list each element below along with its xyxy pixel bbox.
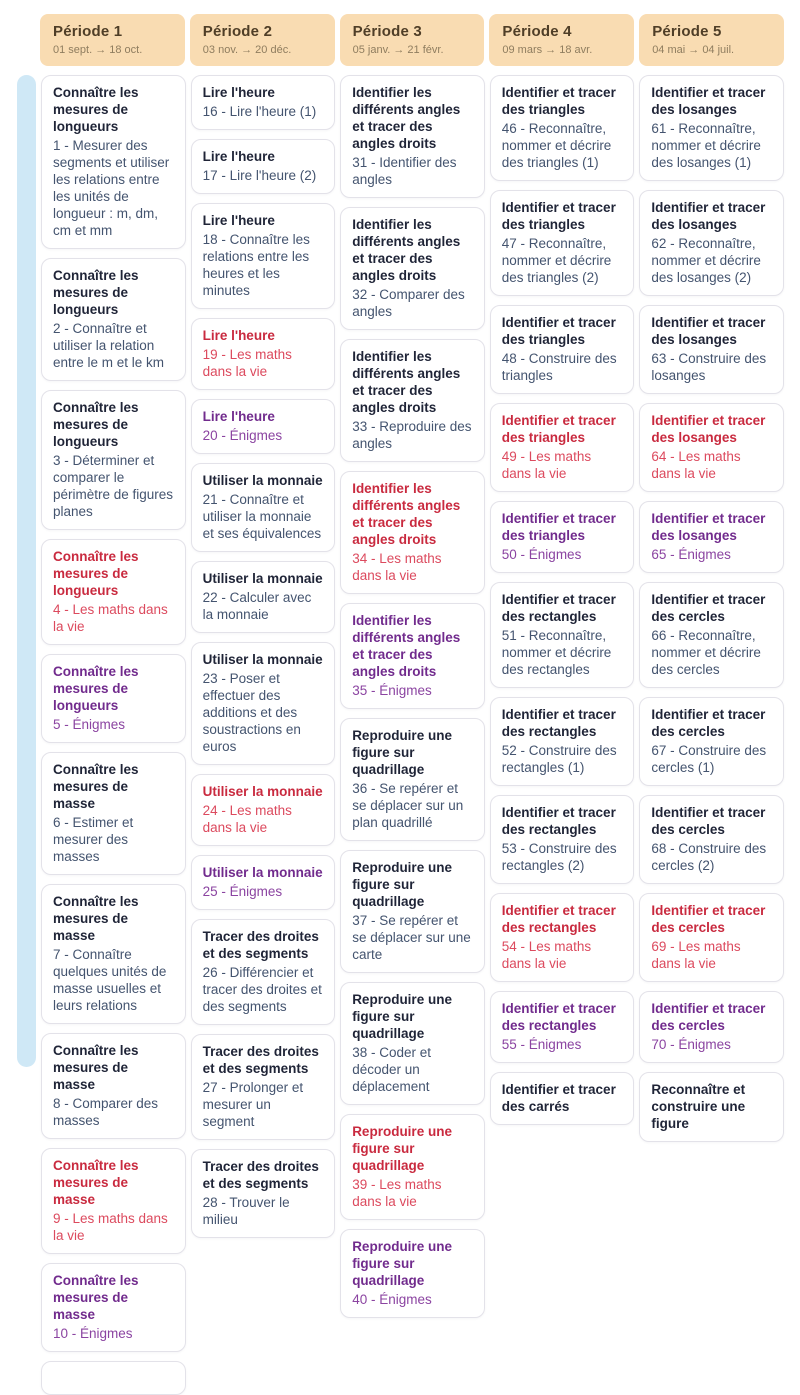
lesson-category: Tracer des droites et des segments — [202, 1159, 319, 1191]
lesson-title: 48 - Construire des triangles — [501, 351, 617, 383]
lesson-title: 34 - Les maths dans la vie — [352, 551, 442, 583]
lesson-category: Identifier et tracer des cercles — [651, 805, 766, 837]
lesson-category: Utiliser la monnaie — [202, 571, 323, 586]
planner-board — [17, 75, 784, 1341]
lesson-category: Utiliser la monnaie — [202, 865, 323, 880]
lesson-category: Connaître les mesures de masse — [53, 762, 139, 811]
lesson-title: 17 - Lire l'heure (2) — [202, 168, 317, 183]
lesson-card[interactable] — [41, 752, 186, 875]
period-title: Période 4 — [502, 23, 572, 40]
lesson-title: 50 - Énigmes — [501, 547, 582, 562]
lesson-category: Connaître les mesures de longueurs — [53, 85, 139, 134]
period-title: Période 5 — [652, 23, 722, 40]
lesson-card[interactable] — [639, 190, 784, 296]
lesson-card[interactable] — [490, 795, 635, 884]
lesson-title: 62 - Reconnaître, nommer et décrire des losanges (2) — [651, 236, 761, 285]
lesson-title: 27 - Prolonger et mesurer un segment — [202, 1080, 304, 1129]
column-periode-2 — [191, 75, 336, 1227]
lesson-card[interactable] — [191, 139, 336, 194]
lesson-card[interactable] — [191, 75, 336, 130]
periods-header — [40, 14, 784, 66]
lesson-title: 61 - Reconnaître, nommer et décrire des losanges (1) — [651, 121, 761, 170]
lesson-title: 8 - Comparer des masses — [53, 1096, 159, 1128]
lesson-card[interactable] — [41, 390, 186, 530]
lesson-card[interactable] — [639, 795, 784, 884]
lesson-title: 23 - Poser et effectuer des additions et des soustractions en euros — [202, 671, 301, 754]
lesson-category: Connaître les mesures de masse — [53, 1273, 139, 1322]
lesson-card[interactable] — [41, 1148, 186, 1254]
period-dates: 05 janv. → 21 févr. — [352, 44, 444, 56]
lesson-card[interactable] — [41, 539, 186, 645]
lesson-category: Utiliser la monnaie — [202, 652, 323, 667]
lesson-category: Tracer des droites et des segments — [202, 1044, 319, 1076]
lesson-category: Identifier et tracer des losanges — [651, 413, 766, 445]
column-periode-4 — [490, 75, 635, 1114]
lesson-category: Identifier et tracer des cercles — [651, 1001, 766, 1033]
lesson-card[interactable] — [639, 991, 784, 1063]
lesson-card[interactable] — [41, 654, 186, 743]
lesson-title: 21 - Connaître et utiliser la monnaie et ses équivalences — [202, 492, 322, 541]
lesson-category: Identifier et tracer des rectangles — [501, 707, 616, 739]
lesson-card[interactable] — [340, 982, 485, 1105]
lesson-title: 19 - Les maths dans la vie — [202, 347, 292, 379]
lesson-title: 28 - Trouver le milieu — [202, 1195, 290, 1227]
period-chip[interactable] — [340, 14, 485, 66]
lesson-category: Identifier et tracer des rectangles — [501, 592, 616, 624]
period-chip[interactable] — [489, 14, 634, 66]
lesson-category: Identifier et tracer des losanges — [651, 85, 766, 117]
lesson-category: Connaître les mesures de masse — [53, 1043, 139, 1092]
lesson-title: 64 - Les maths dans la vie — [651, 449, 741, 481]
period-chip[interactable] — [639, 14, 784, 66]
lesson-title: 47 - Reconnaître, nommer et décrire des triangles (2) — [501, 236, 612, 285]
period-title: Période 1 — [53, 23, 123, 40]
lesson-category: Connaître les mesures de longueurs — [53, 268, 139, 317]
lesson-category: Reproduire une figure sur quadrillage — [352, 992, 452, 1041]
period-chip[interactable] — [40, 14, 185, 66]
lesson-card[interactable] — [191, 1149, 336, 1238]
lesson-category: Identifier et tracer des triangles — [501, 315, 616, 347]
lesson-title: 9 - Les maths dans la vie — [53, 1211, 168, 1243]
lesson-card[interactable] — [41, 258, 186, 381]
lesson-title: 26 - Différencier et tracer des droites et des segments — [202, 965, 322, 1014]
lesson-title: 36 - Se repérer et se déplacer sur un plan quadrillé — [352, 781, 464, 830]
lesson-card[interactable] — [191, 855, 336, 910]
lesson-title: 31 - Identifier des angles — [352, 155, 457, 187]
lesson-category: Lire l'heure — [202, 328, 275, 343]
lesson-card[interactable] — [490, 190, 635, 296]
lesson-card[interactable] — [41, 1263, 186, 1352]
column-periode-3 — [340, 75, 485, 1307]
lesson-card[interactable] — [639, 1072, 784, 1142]
lesson-card[interactable] — [191, 561, 336, 633]
lesson-category: Lire l'heure — [202, 409, 275, 424]
lesson-category: Lire l'heure — [202, 85, 275, 100]
lesson-category: Identifier et tracer des rectangles — [501, 805, 616, 837]
lesson-card[interactable] — [639, 582, 784, 688]
lesson-category: Reproduire une figure sur quadrillage — [352, 728, 452, 777]
lesson-card[interactable] — [490, 697, 635, 786]
lesson-card[interactable] — [639, 403, 784, 492]
period-dates: 01 sept. → 18 oct. — [53, 44, 143, 56]
lesson-category: Connaître les mesures de longueurs — [53, 400, 139, 449]
lesson-title: 39 - Les maths dans la vie — [352, 1177, 442, 1209]
lesson-title: 6 - Estimer et mesurer des masses — [53, 815, 134, 864]
lesson-title: 2 - Connaître et utiliser la relation entre le m et le km — [53, 321, 165, 370]
lesson-title: 5 - Énigmes — [53, 717, 126, 732]
lesson-title: 18 - Connaître les relations entre les heures et les minutes — [202, 232, 310, 298]
lesson-card[interactable] — [340, 718, 485, 841]
lesson-category: Identifier et tracer des triangles — [501, 85, 616, 117]
lesson-card[interactable] — [41, 1361, 186, 1395]
lesson-card[interactable] — [191, 399, 336, 454]
lesson-title: 55 - Énigmes — [501, 1037, 582, 1052]
lesson-title: 69 - Les maths dans la vie — [651, 939, 741, 971]
lesson-title: 37 - Se repérer et se déplacer sur une carte — [352, 913, 471, 962]
left-accent-bar — [17, 75, 36, 1067]
lesson-card[interactable] — [340, 1229, 485, 1318]
lesson-title: 51 - Reconnaître, nommer et décrire des rectangles — [501, 628, 612, 677]
lesson-title: 52 - Construire des rectangles (1) — [501, 743, 617, 775]
lesson-category: Connaître les mesures de masse — [53, 894, 139, 943]
lesson-category: Identifier les différents angles et tracer des angles droits — [352, 481, 461, 547]
lesson-card[interactable] — [340, 75, 485, 198]
lesson-category: Identifier et tracer des losanges — [651, 511, 766, 543]
lesson-card[interactable] — [41, 75, 186, 249]
lesson-category: Identifier les différents angles et tracer des angles droits — [352, 217, 461, 283]
lesson-title: 68 - Construire des cercles (2) — [651, 841, 767, 873]
column-periode-1 — [41, 75, 186, 1341]
lesson-card[interactable] — [340, 471, 485, 594]
lesson-title: 4 - Les maths dans la vie — [53, 602, 168, 634]
lesson-card[interactable] — [639, 305, 784, 394]
lesson-card[interactable] — [490, 501, 635, 573]
lesson-category: Reproduire une figure sur quadrillage — [352, 1124, 452, 1173]
lesson-card[interactable] — [639, 75, 784, 181]
lesson-card[interactable] — [191, 203, 336, 309]
lesson-category: Identifier et tracer des cercles — [651, 903, 766, 935]
lesson-category: Identifier et tracer des cercles — [651, 592, 766, 624]
lesson-category: Identifier et tracer des triangles — [501, 200, 616, 232]
lesson-category: Identifier et tracer des carrés — [501, 1082, 616, 1114]
lesson-category: Identifier et tracer des losanges — [651, 315, 766, 347]
lesson-card[interactable] — [191, 318, 336, 390]
lesson-card[interactable] — [340, 339, 485, 462]
lesson-card[interactable] — [490, 305, 635, 394]
lesson-card[interactable] — [490, 1072, 635, 1125]
lesson-title: 67 - Construire des cercles (1) — [651, 743, 767, 775]
period-dates: 09 mars → 18 avr. — [502, 44, 593, 56]
lesson-title: 33 - Reproduire des angles — [352, 419, 472, 451]
lesson-title: 40 - Énigmes — [352, 1292, 432, 1307]
lesson-title: 65 - Énigmes — [651, 547, 731, 562]
lesson-card[interactable] — [340, 850, 485, 973]
lesson-title: 7 - Connaître quelques unités de masse usuelles et leurs relations — [53, 947, 167, 1013]
lesson-card[interactable] — [191, 919, 336, 1025]
lesson-category: Identifier les différents angles et tracer des angles droits — [352, 613, 461, 679]
lesson-category: Identifier et tracer des cercles — [651, 707, 766, 739]
lesson-card[interactable] — [490, 582, 635, 688]
lesson-card[interactable] — [191, 463, 336, 552]
lesson-title: 10 - Énigmes — [53, 1326, 133, 1341]
lesson-category: Connaître les mesures de longueurs — [53, 549, 139, 598]
period-dates: 03 nov. → 20 déc. — [202, 44, 292, 56]
lesson-title: 46 - Reconnaître, nommer et décrire des triangles (1) — [501, 121, 612, 170]
lesson-category: Tracer des droites et des segments — [202, 929, 319, 961]
lesson-card[interactable] — [191, 774, 336, 846]
lesson-title: 24 - Les maths dans la vie — [202, 803, 292, 835]
lesson-card[interactable] — [639, 501, 784, 573]
period-title: Période 3 — [352, 23, 422, 40]
lesson-title: 22 - Calculer avec la monnaie — [202, 590, 312, 622]
lesson-card[interactable] — [340, 603, 485, 709]
period-chip[interactable] — [190, 14, 335, 66]
lesson-card[interactable] — [490, 893, 635, 982]
lesson-category: Reproduire une figure sur quadrillage — [352, 1239, 452, 1288]
lesson-category: Identifier et tracer des rectangles — [501, 1001, 616, 1033]
lesson-category: Reproduire une figure sur quadrillage — [352, 860, 452, 909]
lesson-category: Identifier et tracer des triangles — [501, 511, 616, 543]
lesson-card[interactable] — [340, 1114, 485, 1220]
lesson-title: 70 - Énigmes — [651, 1037, 731, 1052]
lesson-card[interactable] — [191, 642, 336, 765]
period-dates: 04 mai → 04 juil. — [652, 44, 735, 56]
lesson-title: 3 - Déterminer et comparer le périmètre de figures planes — [53, 453, 174, 519]
lesson-title: 66 - Reconnaître, nommer et décrire des cercles — [651, 628, 761, 677]
lesson-card[interactable] — [639, 893, 784, 982]
lesson-category: Utiliser la monnaie — [202, 473, 323, 488]
lesson-category: Identifier les différents angles et tracer des angles droits — [352, 85, 461, 151]
lesson-title: 38 - Coder et décoder un déplacement — [352, 1045, 431, 1094]
lesson-card[interactable] — [490, 75, 635, 181]
lesson-category: Lire l'heure — [202, 213, 275, 228]
lesson-title: 32 - Comparer des angles — [352, 287, 465, 319]
lesson-title: 53 - Construire des rectangles (2) — [501, 841, 617, 873]
lesson-category: Connaître les mesures de longueurs — [53, 664, 139, 713]
lesson-card[interactable] — [340, 207, 485, 330]
lesson-title: 63 - Construire des losanges — [651, 351, 767, 383]
lesson-title: 54 - Les maths dans la vie — [501, 939, 592, 971]
lesson-category: Connaître les mesures de masse — [53, 1158, 139, 1207]
lesson-title: 1 - Mesurer des segments et utiliser les relations entre les unités de longueur : m, dm, cm et mm — [53, 138, 170, 238]
lesson-title: 16 - Lire l'heure (1) — [202, 104, 317, 119]
lesson-category: Utiliser la monnaie — [202, 784, 323, 799]
lesson-card[interactable] — [490, 991, 635, 1063]
lesson-title: 25 - Énigmes — [202, 884, 283, 899]
lesson-card[interactable] — [639, 697, 784, 786]
lesson-category: Identifier et tracer des losanges — [651, 200, 766, 232]
column-periode-5 — [639, 75, 784, 1131]
lesson-category: Identifier les différents angles et tracer des angles droits — [352, 349, 461, 415]
lesson-title: 35 - Énigmes — [352, 683, 432, 698]
lesson-category: Reconnaître et construire une figure — [651, 1082, 746, 1131]
lesson-title: 20 - Énigmes — [202, 428, 283, 443]
lesson-card[interactable] — [490, 403, 635, 492]
lesson-card[interactable] — [41, 884, 186, 1024]
lesson-category: Identifier et tracer des rectangles — [501, 903, 616, 935]
period-title: Période 2 — [202, 23, 273, 40]
lesson-card[interactable] — [41, 1033, 186, 1139]
lesson-category: Identifier et tracer des triangles — [501, 413, 616, 445]
lesson-title: 49 - Les maths dans la vie — [501, 449, 592, 481]
lesson-card[interactable] — [191, 1034, 336, 1140]
lesson-category: Lire l'heure — [202, 149, 275, 164]
